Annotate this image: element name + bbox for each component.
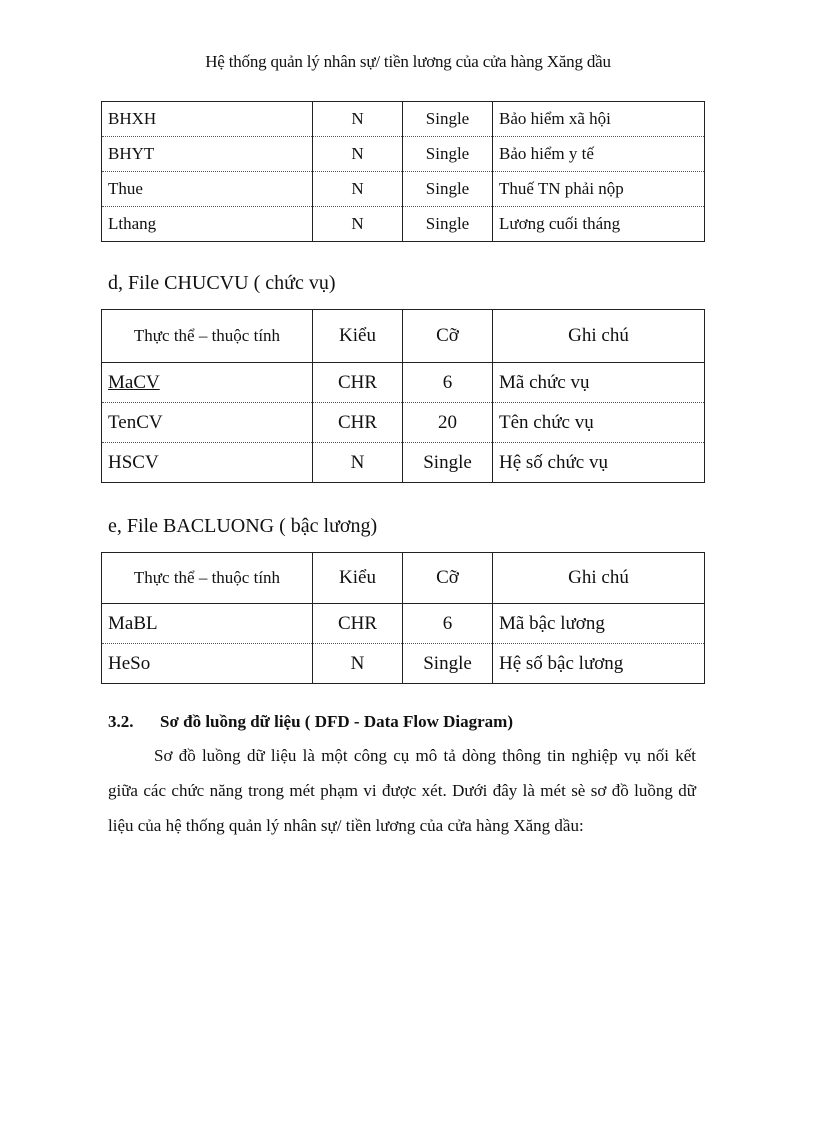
- section-d-heading: d, File CHUCVU ( chức vụ): [108, 272, 336, 294]
- type-cell: N: [313, 443, 403, 483]
- field-cell: Lthang: [102, 207, 313, 242]
- table-row: [102, 172, 705, 207]
- note-cell: Hệ số bậc lương: [493, 644, 705, 684]
- table-header-row: [102, 310, 705, 363]
- type-cell: N: [313, 102, 403, 137]
- section-number: 3.2.: [108, 712, 134, 731]
- size-cell: Single: [403, 644, 493, 684]
- table-row: [102, 403, 705, 443]
- table-row: [102, 644, 705, 684]
- column-header-note: Ghi chú: [493, 310, 705, 363]
- column-header-type: Kiểu: [313, 553, 403, 604]
- field-cell: MaBL: [102, 604, 313, 644]
- section-3-2-heading: [108, 712, 513, 732]
- column-header-entity: Thực thể – thuộc tính: [102, 310, 313, 363]
- field-cell: BHXH: [102, 102, 313, 137]
- table-luong-continued: [101, 101, 705, 242]
- column-header-type: Kiểu: [313, 310, 403, 363]
- size-cell: Single: [403, 443, 493, 483]
- table-row: [102, 363, 705, 403]
- size-cell: 6: [403, 363, 493, 403]
- type-cell: N: [313, 207, 403, 242]
- table-chucvu: [101, 309, 705, 483]
- field-cell: Thue: [102, 172, 313, 207]
- column-header-size: Cỡ: [403, 553, 493, 604]
- size-cell: Single: [403, 172, 493, 207]
- column-header-size: Cỡ: [403, 310, 493, 363]
- column-header-note: Ghi chú: [493, 553, 705, 604]
- section-e-heading: e, File BACLUONG ( bậc lương): [108, 515, 378, 537]
- table-row: [102, 443, 705, 483]
- field-cell: HSCV: [102, 443, 313, 483]
- table-row: [102, 137, 705, 172]
- table-bacluong: [101, 552, 705, 684]
- field-cell: HeSo: [102, 644, 313, 684]
- body-paragraph: Sơ đồ luồng dữ liệu là một công cụ mô tả dòng thông tin nghiệp vụ nối kết giữa các chức năng trong mét phạm vi được xét. Dưới đây là mét sè sơ đồ luồng dữ liệu của hệ thống quản lý nhân sự/ tiền lương của cửa hàng Xăng dầu:: [108, 746, 696, 835]
- table-row: [102, 604, 705, 644]
- table-header-row: [102, 553, 705, 604]
- table-row: [102, 102, 705, 137]
- type-cell: CHR: [313, 363, 403, 403]
- section-title: Sơ đồ luồng dữ liệu ( DFD - Data Flow Diagram): [160, 712, 514, 731]
- size-cell: 6: [403, 604, 493, 644]
- page-header-title: Hệ thống quản lý nhân sự/ tiền lương của cửa hàng Xăng dầu: [205, 52, 611, 71]
- size-cell: Single: [403, 207, 493, 242]
- size-cell: 20: [403, 403, 493, 443]
- note-cell: Bảo hiểm y tế: [493, 137, 705, 172]
- note-cell: Lương cuối tháng: [493, 207, 705, 242]
- field-cell: TenCV: [102, 403, 313, 443]
- note-cell: Hệ số chức vụ: [493, 443, 705, 483]
- table-row: [102, 207, 705, 242]
- note-cell: Bảo hiểm xã hội: [493, 102, 705, 137]
- note-cell: Tên chức vụ: [493, 403, 705, 443]
- type-cell: N: [313, 137, 403, 172]
- size-cell: Single: [403, 137, 493, 172]
- note-cell: Mã bậc lương: [493, 604, 705, 644]
- type-cell: N: [313, 172, 403, 207]
- type-cell: CHR: [313, 403, 403, 443]
- size-cell: Single: [403, 102, 493, 137]
- type-cell: N: [313, 644, 403, 684]
- type-cell: CHR: [313, 604, 403, 644]
- field-cell: BHYT: [102, 137, 313, 172]
- column-header-entity: Thực thể – thuộc tính: [102, 553, 313, 604]
- note-cell: Thuế TN phải nộp: [493, 172, 705, 207]
- note-cell: Mã chức vụ: [493, 363, 705, 403]
- field-cell-primary-key: MaCV: [102, 363, 313, 403]
